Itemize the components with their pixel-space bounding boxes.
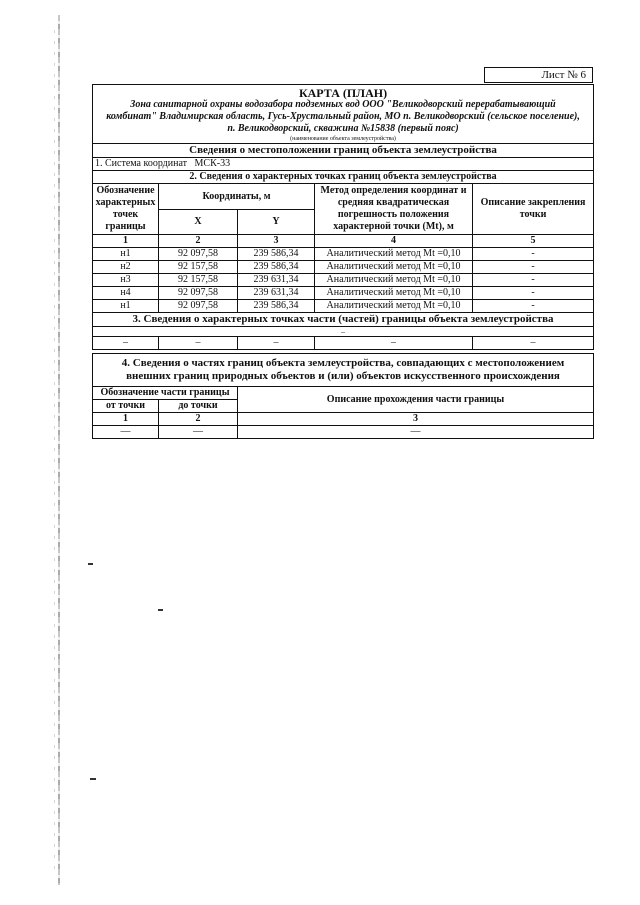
point-id: н1 [93,300,159,313]
coord-x: 92 097,58 [159,300,238,313]
table-row [93,274,594,287]
empty-cell: – [238,337,315,350]
point-id: н3 [93,274,159,287]
table-row [93,248,594,261]
scan-mark [158,609,163,611]
document-title: КАРТА (ПЛАН) [93,85,594,100]
coord-y: 239 586,34 [238,300,315,313]
coord-y: 239 631,34 [238,274,315,287]
col-description: Описание закрепления точки [473,184,594,235]
empty-cell: – [93,337,159,350]
section4-title: 4. Сведения о частях границ объекта землеустройства, совпадающих с местоположением внешних границ природных объектов и (или) объектов искусственного происхождения [93,354,594,387]
col-num: 4 [315,235,473,248]
col-num: 2 [159,235,238,248]
map-plan-table [92,84,594,350]
object-description: Зона санитарной охраны водозабора подземных вод ООО "Великодворский перерабатывающий комбинат" Владимирская область, Гусь-Хрустальный район, МО п. Великодворский (сельское поселение), п. Великодворский, скважина №15838 (первый пояс) [93,99,594,135]
point-id: н2 [93,261,159,274]
fixing-desc: - [473,287,594,300]
empty-cell: – [473,337,594,350]
col-x: X [159,210,238,235]
coord-y: 239 586,34 [238,248,315,261]
col-num: 2 [159,413,238,426]
fixing-desc: - [473,300,594,313]
method: Аналитический метод Mt =0,10 [315,274,473,287]
col-coordinates: Координаты, м [159,184,315,210]
fixing-desc: - [473,274,594,287]
col-num: 3 [238,235,315,248]
document-table-wrapper [92,84,593,439]
coord-y: 239 631,34 [238,287,315,300]
col-part: Обозначение части границы [93,387,238,400]
coordinate-system-label: 1. Система координат [95,158,188,169]
coordinate-system-row [93,158,594,171]
col-num: 1 [93,235,159,248]
coordinate-system-value: МСК-33 [194,158,231,169]
scan-edge-artifact-2 [54,30,55,870]
section4-table [92,353,594,439]
col-method: Метод определения координат и средняя квадратическая погрешность положения характерной точки (Mt), м [315,184,473,235]
coord-x: 92 157,58 [159,261,238,274]
section3-dash: – [93,327,594,337]
sheet-number: Лист № 6 [484,67,593,83]
section2-title: 2. Сведения о характерных точках границ объекта землеустройства [93,171,594,184]
empty-cell: — [93,426,159,439]
section-main-title: Сведения о местоположении границ объекта землеустройства [93,144,594,158]
method: Аналитический метод Mt =0,10 [315,287,473,300]
empty-cell: – [159,337,238,350]
col-y: Y [238,210,315,235]
method: Аналитический метод Mt =0,10 [315,261,473,274]
table-row [93,287,594,300]
scan-edge-artifact [58,15,60,885]
table-row [93,300,594,313]
col-num: 3 [238,413,594,426]
coord-y: 239 586,34 [238,261,315,274]
coord-x: 92 097,58 [159,287,238,300]
point-id: н4 [93,287,159,300]
table-row [93,337,594,350]
col-num: 5 [473,235,594,248]
empty-cell: – [315,337,473,350]
table-row [93,261,594,274]
fixing-desc: - [473,261,594,274]
scan-mark [88,563,93,565]
section3-title: 3. Сведения о характерных точках части (частей) границы объекта землеустройства [93,313,594,327]
col-designation: Обозначение характерных точек границы [93,184,159,235]
coord-x: 92 097,58 [159,248,238,261]
method: Аналитический метод Mt =0,10 [315,300,473,313]
point-id: н1 [93,248,159,261]
col-to: до точки [159,400,238,413]
empty-cell: — [238,426,594,439]
scan-mark [90,778,96,780]
fixing-desc: - [473,248,594,261]
coord-x: 92 157,58 [159,274,238,287]
col-route-desc: Описание прохождения части границы [238,387,594,413]
empty-cell: — [159,426,238,439]
object-note: (наименование объекта землеустройства) [93,135,594,144]
col-from: от точки [93,400,159,413]
table-row [93,426,594,439]
col-num: 1 [93,413,159,426]
method: Аналитический метод Mt =0,10 [315,248,473,261]
